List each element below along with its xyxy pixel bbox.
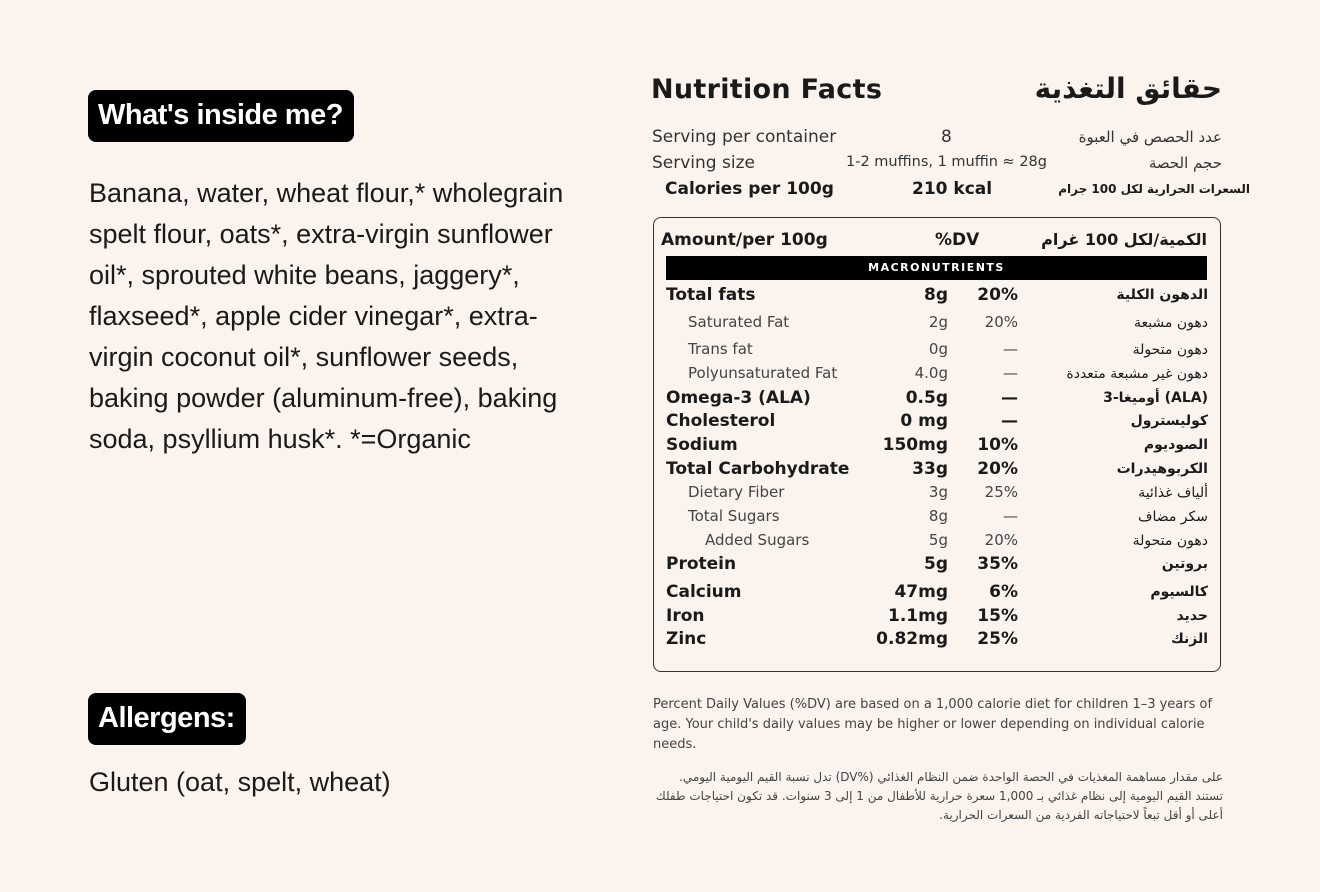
nutrient-dv: 35% bbox=[977, 554, 1018, 574]
nutrient-name: Total Sugars bbox=[688, 507, 780, 525]
nutrient-dv: 25% bbox=[984, 483, 1018, 501]
nutrient-name-ar: (ALA) أوميغا-3 bbox=[1103, 390, 1208, 406]
header-amount: Amount/per 100g bbox=[661, 230, 828, 250]
nutrient-amount: 0.5g bbox=[905, 388, 948, 408]
nutrient-amount: 5g bbox=[924, 554, 948, 574]
nutrient-name-ar: الكربوهيدرات bbox=[1116, 461, 1208, 477]
nutrient-name: Zinc bbox=[666, 629, 707, 649]
calories-label: Calories per 100g bbox=[665, 179, 834, 199]
nutrient-dv: — bbox=[1001, 411, 1018, 431]
nutrient-name: Iron bbox=[666, 606, 705, 626]
nutrient-name-ar: دهون مشبعة bbox=[1133, 315, 1208, 331]
nutrient-name: Sodium bbox=[666, 435, 738, 455]
nutrient-name: Polyunsaturated Fat bbox=[688, 364, 838, 382]
nutrient-name-ar: دهون غير مشبعة متعددة bbox=[1066, 366, 1208, 382]
nutrient-dv: — bbox=[1003, 364, 1018, 382]
nutrient-name: Trans fat bbox=[688, 340, 753, 358]
nutrient-amount: 3g bbox=[928, 483, 948, 501]
nutrient-dv: 20% bbox=[977, 459, 1018, 479]
nutrient-amount: 150mg bbox=[882, 435, 948, 455]
nutrient-name: Omega-3 (ALA) bbox=[666, 388, 811, 408]
macronutrients-bar: MACRONUTRIENTS bbox=[666, 256, 1207, 280]
header-dv: %DV bbox=[935, 230, 980, 250]
serving-size-value: 1-2 muffins, 1 muffin ≈ 28g bbox=[846, 154, 1047, 170]
nutrient-amount: 5g bbox=[928, 531, 948, 549]
nutrition-title-ar: حقائق التغذية bbox=[1034, 72, 1222, 105]
nutrient-name: Cholesterol bbox=[666, 411, 776, 431]
nutrient-amount: 8g bbox=[924, 285, 948, 305]
nutrient-name-ar: حديد bbox=[1176, 608, 1208, 624]
nutrient-amount: 0.82mg bbox=[876, 629, 948, 649]
nutrient-name-ar: دهون متحولة bbox=[1132, 342, 1208, 358]
serving-size-ar: حجم الحصة bbox=[1148, 154, 1222, 172]
nutrient-name-ar: كوليسترول bbox=[1130, 413, 1208, 429]
dv-footnote: Percent Daily Values (%DV) are based on a 1,000 calorie diet for children 1–3 years of age. Your child's daily values may be higher or lower depending on individual calorie needs. bbox=[653, 697, 1213, 752]
nutrient-amount: 33g bbox=[912, 459, 948, 479]
nutrient-amount: 2g bbox=[928, 313, 948, 331]
nutrient-name-ar: ألياف غذائية bbox=[1138, 485, 1208, 501]
nutrient-dv: — bbox=[1003, 340, 1018, 358]
nutrient-name: Protein bbox=[666, 554, 737, 574]
nutrient-name-ar: الزنك bbox=[1170, 631, 1208, 647]
serving-per-container-ar: عدد الحصص في العبوة bbox=[1078, 128, 1222, 146]
nutrient-name: Added Sugars bbox=[705, 531, 810, 549]
allergens-text: Gluten (oat, spelt, wheat) bbox=[89, 767, 391, 797]
nutrient-name-ar: الصوديوم bbox=[1143, 437, 1208, 453]
calories-ar: السعرات الحرارية لكل 100 جرام bbox=[1058, 182, 1250, 196]
allergens-heading: Allergens: bbox=[88, 693, 246, 745]
ingredients-text: Banana, water, wheat flour,* wholegrain spelt flour, oats*, extra-virgin sunflower oil*, sprouted white beans, jaggery*, flaxseed*, apple cider vinegar*, extra-virgin coconut oil*, sunflower seeds, baking powder (aluminum-free), baking soda, psyllium husk*. *=Organic bbox=[89, 178, 564, 454]
nutrient-amount: 4.0g bbox=[914, 364, 948, 382]
nutrient-name-ar: سكر مضاف bbox=[1137, 509, 1208, 525]
nutrient-name-ar: كالسيوم bbox=[1150, 584, 1208, 600]
nutrient-dv: 20% bbox=[977, 285, 1018, 305]
calories-value: 210 kcal bbox=[912, 179, 993, 199]
serving-size-label: Serving size bbox=[652, 153, 755, 173]
nutrient-amount: 1.1mg bbox=[888, 606, 948, 626]
nutrient-name: Saturated Fat bbox=[688, 313, 790, 331]
dv-footnote-ar: على مقدار مساهمة المغذيات في الحصة الواحدة ضمن النظام الغذائي (%DV) تدل نسبة القيم اليومية اليومي. تستند القيم اليومية إلى نظام غذائي بـ 1,000 سعرة حرارية للأطفال من 1 إلى 3 سنوات. قد تكون احتياجات طفلك أعلى أو أقل تبعاً لاحتياجاته الفردية من السعرات الحرارية. bbox=[655, 770, 1223, 822]
nutrient-name-ar: دهون متحولة bbox=[1132, 533, 1208, 549]
nutrient-name: Total fats bbox=[666, 285, 756, 305]
nutrition-title: Nutrition Facts bbox=[651, 74, 883, 105]
nutrient-dv: 15% bbox=[977, 606, 1018, 626]
nutrient-dv: 20% bbox=[984, 531, 1018, 549]
nutrient-dv: 20% bbox=[984, 313, 1018, 331]
nutrient-dv: — bbox=[1001, 388, 1018, 408]
nutrient-amount: 0g bbox=[928, 340, 948, 358]
nutrient-name-ar: الدهون الكلية bbox=[1116, 287, 1208, 303]
nutrient-dv: 6% bbox=[989, 582, 1018, 602]
nutrient-name-ar: بروتين bbox=[1161, 556, 1208, 572]
nutrient-name: Calcium bbox=[666, 582, 742, 602]
serving-per-container-label: Serving per container bbox=[652, 127, 837, 147]
nutrient-amount: 0 mg bbox=[900, 411, 948, 431]
nutrient-dv: 25% bbox=[977, 629, 1018, 649]
nutrient-amount: 47mg bbox=[894, 582, 948, 602]
serving-per-container-value: 8 bbox=[941, 127, 952, 147]
nutrient-name: Dietary Fiber bbox=[688, 483, 785, 501]
nutrient-amount: 8g bbox=[928, 507, 948, 525]
nutrient-dv: 10% bbox=[977, 435, 1018, 455]
header-ar: الكمية/لكل 100 غرام bbox=[1041, 230, 1207, 249]
nutrient-dv: — bbox=[1003, 507, 1018, 525]
ingredients-heading: What's inside me? bbox=[88, 90, 354, 142]
nutrient-name: Total Carbohydrate bbox=[666, 459, 850, 479]
